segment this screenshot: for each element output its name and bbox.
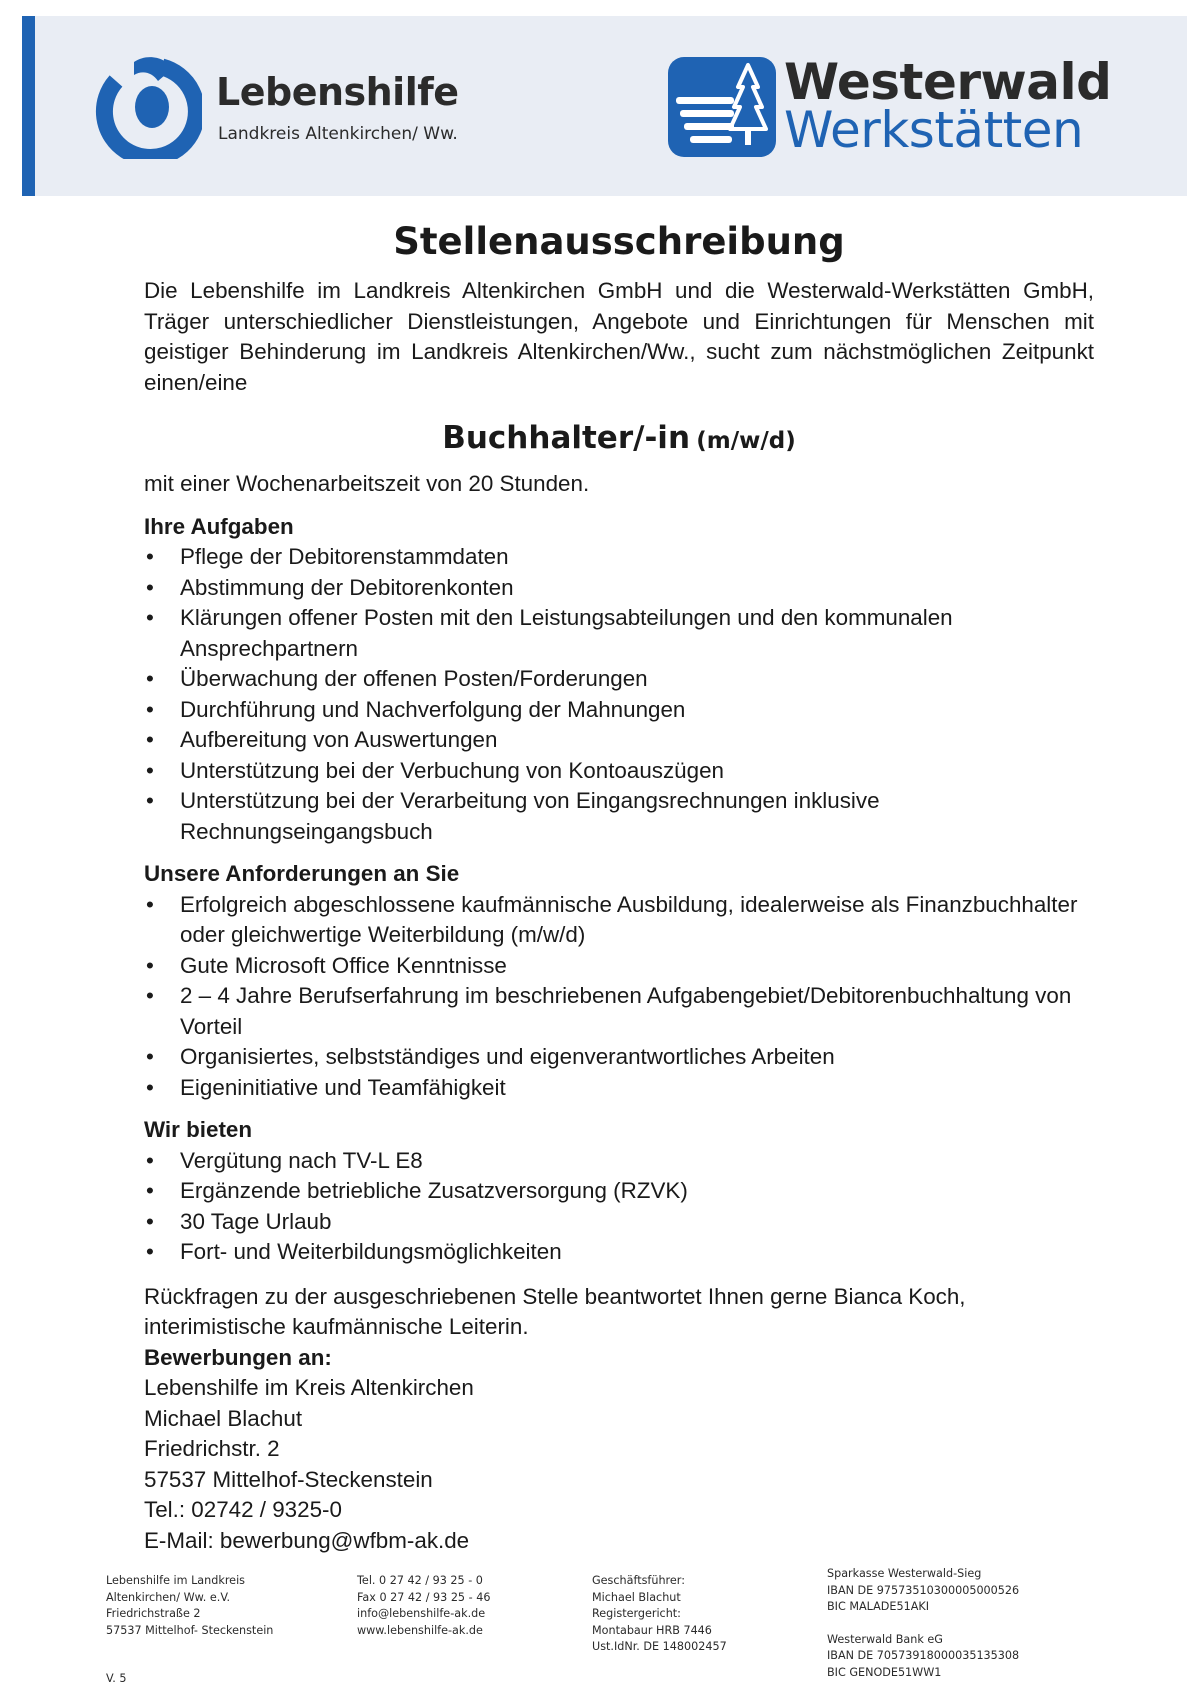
footer-line: Lebenshilfe im Landkreis	[106, 1574, 246, 1587]
list-item-text: Vergütung nach TV-L E8	[180, 1147, 423, 1173]
footer-line: Montabaur HRB 7446	[592, 1623, 712, 1637]
bullet-icon: •	[146, 952, 154, 978]
list-item-text: 30 Tage Urlaub	[180, 1208, 332, 1234]
list-item-text: Fort- und Weiterbildungsmöglichkeiten	[180, 1239, 562, 1264]
lebenshilfe-logo-subtitle: Landkreis Altenkirchen/ Ww.	[218, 124, 458, 144]
westerwald-werkstaetten-logo	[668, 55, 1138, 160]
tasks-heading: Ihre Aufgaben	[144, 513, 294, 539]
list-item-text: Klärungen offener Posten mit den Leistungsabteilungen und den kommunalen Ansprechpartnern	[180, 605, 953, 661]
requirements-heading: Unsere Anforderungen an Sie	[144, 861, 460, 886]
bullet-icon: •	[146, 983, 154, 1008]
intro-paragraph: Die Lebenshilfe im Landkreis Altenkirchen GmbH und die Westerwald-Werkstätten GmbH, Träger unterschiedlicher Dienstleistungen, Angebote und Einrichtungen für Menschen mit geistiger Behinderung im Landkreis Altenkirchen/Ww., sucht zum nächstmöglichen Zeitpunkt einen/eine	[144, 278, 1094, 395]
lebenshilfe-logo	[92, 52, 492, 162]
list-item	[144, 786, 1094, 847]
list-item	[144, 1176, 1094, 1207]
bullet-icon: •	[146, 544, 154, 569]
list-item	[144, 1073, 1094, 1104]
list-item-text: Gute Microsoft Office Kenntnisse	[180, 952, 507, 978]
address-city: 57537 Mittelhof-Steckenstein	[144, 1466, 433, 1492]
bullet-icon: •	[146, 574, 154, 600]
job-title: Buchhalter/-in	[442, 420, 691, 456]
list-item	[144, 981, 1094, 1042]
footer-spacer	[827, 1616, 1019, 1632]
bullet-icon: •	[146, 666, 154, 691]
footer-iban: IBAN DE 70573918000035135308	[827, 1649, 1020, 1662]
list-item	[144, 1237, 1094, 1268]
list-item	[144, 573, 1094, 604]
list-item	[144, 542, 1094, 573]
contact-paragraph: Rückfragen zu der ausgeschriebenen Stelle beantwortet Ihnen gerne Bianca Koch, interimistische kaufmännische Leiterin.	[144, 1283, 966, 1339]
job-posting-content	[144, 220, 1094, 1556]
job-title-block	[144, 418, 1094, 461]
footer-line: 57537 Mittelhof- Steckenstein	[106, 1623, 274, 1637]
footer-website: www.lebenshilfe-ak.de	[357, 1623, 483, 1637]
list-item	[144, 725, 1094, 756]
list-item-text: Unterstützung bei der Verarbeitung von Eingangsrechnungen inklusive Rechnungseingangsbuch	[180, 788, 880, 844]
list-item-text: 2 – 4 Jahre Berufserfahrung im beschriebenen Aufgabengebiet/Debitorenbuchhaltung von Vorteil	[180, 983, 1072, 1039]
address-phone: Tel.: 02742 / 9325-0	[144, 1497, 342, 1522]
list-item	[144, 951, 1094, 982]
bullet-icon: •	[146, 1208, 154, 1234]
footer-email: info@lebenshilfe-ak.de	[357, 1607, 486, 1620]
bullet-icon: •	[146, 757, 154, 783]
bullet-icon: •	[146, 1178, 154, 1203]
tasks-list	[144, 542, 1094, 847]
footer-contact	[357, 1573, 490, 1639]
application-address	[144, 1373, 1094, 1556]
list-item-text: Überwachung der offenen Posten/Forderungen	[180, 666, 648, 691]
list-item-text: Pflege der Debitorenstammdaten	[180, 544, 509, 569]
list-item	[144, 664, 1094, 695]
bullet-icon: •	[146, 1074, 154, 1100]
footer-line: Registergericht:	[592, 1607, 681, 1620]
list-item-text: Eigeninitiative und Teamfähigkeit	[180, 1074, 506, 1100]
westerwald-logo-name: Westerwald	[784, 53, 1112, 111]
lebenshilfe-logo-name: Lebenshilfe	[216, 70, 459, 114]
bullet-icon: •	[146, 1044, 154, 1069]
list-item-text: Abstimmung der Debitorenkonten	[180, 574, 514, 600]
list-item-text: Durchführung und Nachverfolgung der Mahnungen	[180, 696, 686, 722]
bullet-icon: •	[146, 727, 154, 752]
document-version: V. 5	[106, 1672, 127, 1685]
address-email: E-Mail: bewerbung@wfbm-ak.de	[144, 1527, 470, 1553]
footer-line: Ust.IdNr. DE 148002457	[592, 1640, 727, 1653]
list-item	[144, 756, 1094, 787]
offer-heading: Wir bieten	[144, 1117, 253, 1142]
list-item	[144, 1207, 1094, 1238]
bullet-icon: •	[146, 788, 154, 813]
werkstaetten-logo-name: Werkstätten	[784, 101, 1084, 159]
footer-organisation	[106, 1573, 273, 1639]
requirements-list	[144, 890, 1094, 1104]
list-item	[144, 1042, 1094, 1073]
footer-line: Michael Blachut	[592, 1590, 681, 1604]
bullet-icon: •	[146, 1239, 154, 1264]
footer-legal	[592, 1573, 727, 1656]
list-item-text: Organisiertes, selbstständiges und eigenverantwortliches Arbeiten	[180, 1044, 835, 1069]
footer-fax: Fax 0 27 42 / 93 25 - 46	[357, 1590, 491, 1604]
address-contact-person: Michael Blachut	[144, 1405, 303, 1431]
job-title-suffix: (m/w/d)	[696, 428, 796, 454]
apply-heading: Bewerbungen an:	[144, 1344, 332, 1370]
footer-line: Geschäftsführer:	[592, 1574, 685, 1587]
offer-list	[144, 1146, 1094, 1268]
footer-iban: IBAN DE 97573510300005000526	[827, 1583, 1020, 1597]
list-item	[144, 695, 1094, 726]
footer-bic: BIC GENODE51WW1	[827, 1665, 942, 1679]
bullet-icon: •	[146, 696, 154, 722]
footer-bic: BIC MALADE51AKI	[827, 1600, 929, 1613]
list-item	[144, 890, 1094, 951]
header-accent-bar	[22, 16, 35, 196]
list-item-text: Erfolgreich abgeschlossene kaufmännische Ausbildung, idealerweise als Finanzbuchhalter oder gleichwertige Weiterbildung (m/w/d)	[180, 891, 1078, 947]
list-item	[144, 603, 1094, 664]
westerwald-hand-tree-icon	[668, 57, 776, 157]
footer-phone: Tel. 0 27 42 / 93 25 - 0	[357, 1574, 483, 1587]
bullet-icon: •	[146, 1147, 154, 1173]
bullet-icon: •	[146, 891, 154, 917]
footer-bank-details	[827, 1566, 1019, 1681]
footer-line: Friedrichstraße 2	[106, 1607, 201, 1620]
list-item	[144, 1146, 1094, 1177]
address-organisation: Lebenshilfe im Kreis Altenkirchen	[144, 1375, 474, 1400]
lebenshilfe-logo-icon	[92, 55, 202, 159]
footer-bank-name: Sparkasse Westerwald-Sieg	[827, 1567, 982, 1580]
list-item-text: Ergänzende betriebliche Zusatzversorgung (RZVK)	[180, 1178, 688, 1203]
document-title: Stellenausschreibung	[393, 220, 845, 263]
list-item-text: Aufbereitung von Auswertungen	[180, 727, 498, 752]
footer-line: Altenkirchen/ Ww. e.V.	[106, 1590, 231, 1604]
list-item-text: Unterstützung bei der Verbuchung von Kontoauszügen	[180, 757, 724, 783]
working-hours: mit einer Wochenarbeitszeit von 20 Stunden.	[144, 471, 590, 496]
footer-bank-name: Westerwald Bank eG	[827, 1632, 943, 1646]
address-street: Friedrichstr. 2	[144, 1436, 280, 1461]
bullet-icon: •	[146, 605, 154, 630]
